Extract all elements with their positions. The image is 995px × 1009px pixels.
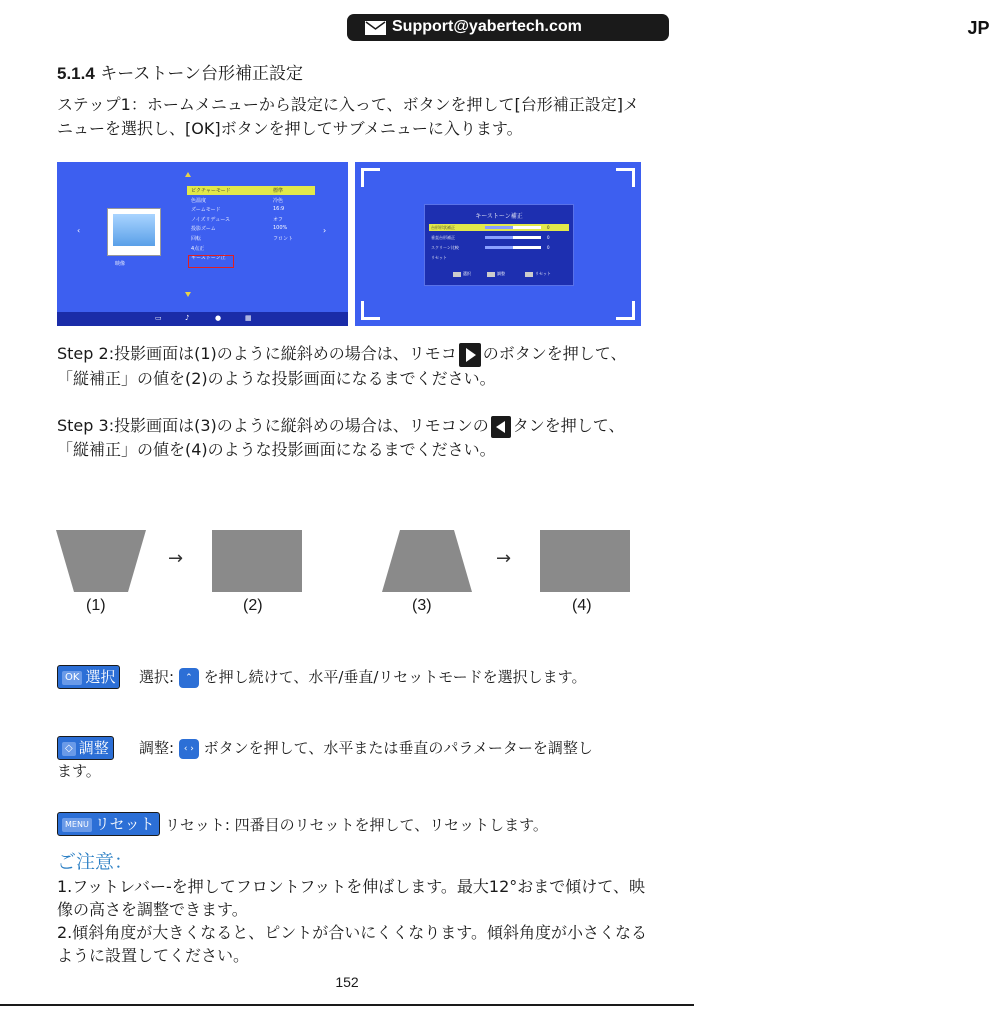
menu-row-value: 冷色 [273,197,284,204]
left-right-key-icon: ‹ › [179,739,199,759]
section-number: 5.1.4 [57,64,95,83]
menu-row-label[interactable]: 投影ズーム [191,226,216,233]
step2-paragraph [57,342,657,391]
keystone-row-label: スクリーン比較 [431,245,459,250]
step2-line2: 「縦補正」の値を(2)のような投影画面になるまでください。 [57,368,496,388]
keystone-row-value: 0 [547,225,550,230]
note-line: 2.傾斜角度が大きくなると、ピントが合いにくくなります。傾斜角度が小さくなる [57,923,647,942]
page-number: 152 [335,974,359,990]
note-line: 1.フットレバー-を押してフロントフットを伸ばします。最大12°おまで傾けて、映 [57,877,645,896]
shape-label-4: (4) [572,597,592,614]
gear-icon: ● [215,314,222,322]
left-arrow-key-icon [491,416,511,438]
note-line: 像の高さを調整できます。 [57,900,248,919]
section-title: キーストーン台形補正設定 [100,64,304,84]
step3-text-b: タンを押して、 [512,416,625,435]
keystone-shape-1 [56,530,146,592]
menu-tag: MENU [62,818,92,832]
select-description: 選択: ⌃ を押し続けて、水平/垂直/リセットモードを選択します。 [139,668,587,686]
keystone-menu-screenshot [355,162,641,326]
note-line: ように設置してください。 [57,946,250,965]
adjust-button-graphic [57,736,114,760]
keystone-slider[interactable] [485,236,541,239]
menu-row-value: オフ [273,216,283,223]
mail-icon [365,21,386,35]
menu-bottom-bar [57,312,348,326]
shape-label-3: (3) [412,597,432,614]
reset-hint: リセット [525,271,551,277]
menu-row-value: 標準 [273,188,284,194]
ok-tag: OK [62,671,82,685]
keystone-row-value: 0 [547,235,550,240]
keystone-row-label: リセット [431,255,447,260]
select-button-graphic [57,665,120,689]
adjust-hint: 調整 [487,271,505,277]
select-hint: 選択 [453,271,471,277]
corner-bottom-left [361,301,380,320]
right-arrow-key-icon [459,343,481,367]
menu-row-label[interactable]: 色温度 [191,197,207,204]
section-heading [57,59,303,84]
shape-label-2: (2) [243,597,263,614]
keystone-row-label: 台形形状補正 [431,225,455,230]
keystone-row[interactable] [429,254,569,261]
up-down-key-icon: ⌃ [179,668,199,688]
scroll-down-arrow-icon [185,292,191,297]
keystone-slider-fill [485,246,513,249]
tv-label: 映像 [115,261,126,267]
keystone-row[interactable] [429,244,569,251]
keystone-slider[interactable] [485,226,541,229]
keystone-row[interactable] [429,234,569,241]
step3-line2: 「縦補正」の値を(4)のような投影画面になるまでください。 [57,440,496,459]
chevron-right-icon: › [323,226,327,235]
notes-title: ご注意： [57,851,134,873]
step2-text-b: のボタンを押して、 [482,344,627,363]
corrected-shape-4 [540,530,630,592]
keystone-slider-fill [485,226,513,229]
step1-line2: ニューを選択し、[OK]ボタンを押してサブメニューに入ります。 [57,119,523,138]
step3-text-a: Step 3:投影画面は(3)のように縦斜めの場合は、リモコンの [57,416,489,435]
dpad-tag: ◇ [62,742,76,756]
adjust-description-cont: ます。 [57,762,101,780]
bottom-rule [0,1004,694,1006]
grid-icon: ▦ [245,314,252,322]
keystone-row-label: 垂直台形補正 [431,235,455,240]
chevron-left-icon: ‹ [77,226,81,235]
settings-menu-screenshot [57,162,348,326]
keystone-panel-title: キーストーン補正 [475,213,523,220]
corner-top-left [361,168,380,187]
reset-button-label: リセット [94,815,155,833]
keystone-panel [424,204,574,286]
corner-top-right [616,168,635,187]
step1-paragraph [57,93,657,141]
shape-label-1: (1) [86,597,106,614]
arrow-icon-2: → [496,548,512,569]
menu-row-label[interactable]: ズームモード [191,207,221,214]
select-button-label: 選択 [85,668,116,686]
adjust-description: 調整: ‹ › ボタンを押して、水平または垂直のパラメーターを調整し [139,739,593,757]
monitor-icon: ▭ [155,314,162,322]
menu-row-value: 16:9 [273,206,285,213]
music-icon: ♪ [185,314,190,322]
keystone-row-value: 0 [547,245,550,250]
keystone-selection-box [188,255,234,268]
support-email[interactable]: Support@yabertech.com [392,18,582,35]
keystone-row[interactable] [429,224,569,231]
menu-row-label[interactable]: 4点正 [191,245,205,252]
step2-text-a: Step 2:投影画面は(1)のように縦斜めの場合は、リモコ [57,344,457,363]
corrected-shape-2 [212,530,302,592]
menu-row-value: フロント [273,236,294,242]
keystone-slider[interactable] [485,246,541,249]
menu-row-label[interactable]: ノイズリデュース [191,216,231,223]
menu-row-label[interactable]: ピクチャーモード [191,188,231,194]
notes-body [57,875,657,967]
menu-row-value: 100% [273,225,288,232]
reset-button-graphic [57,812,160,836]
corner-bottom-right [616,301,635,320]
keystone-shape-3 [382,530,472,592]
scroll-up-arrow-icon [185,172,191,177]
support-banner [347,14,990,41]
reset-description: リセット: 四番目のリセットを押して、リセットします。 [165,816,548,834]
step3-paragraph [57,414,657,462]
keystone-slider-fill [485,236,513,239]
adjust-button-label: 調整 [78,739,109,757]
step1-line1: ステップ1：ホームメニューから設定に入って、ボタンを押して[台形補正設定]メ [57,95,640,114]
menu-row-label[interactable]: 回転 [191,236,202,242]
arrow-icon-1: → [168,548,184,569]
menu-row-label[interactable]: キーストーン正 [191,255,226,262]
language-badge: JP [962,16,995,39]
tv-icon [107,208,161,256]
